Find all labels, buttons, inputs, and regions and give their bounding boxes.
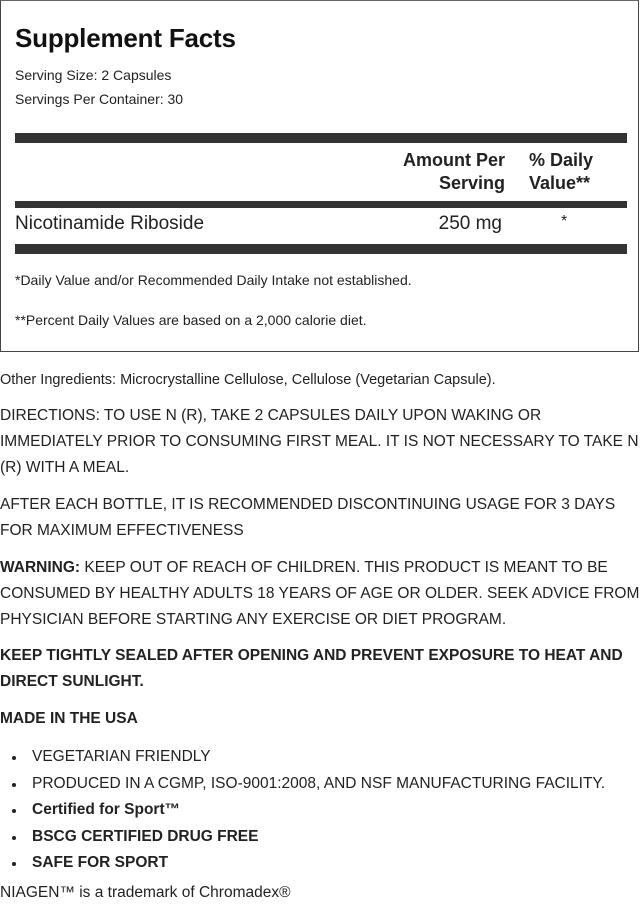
divider-medium [15, 201, 627, 208]
dv-header-line2: Value** [529, 173, 591, 193]
feature-item: VEGETARIAN FRIENDLY [32, 744, 605, 771]
made-in-usa: MADE IN THE USA [0, 710, 138, 727]
column-header-daily-value [529, 149, 604, 195]
footnote-percent-daily: **Percent Daily Values are based on a 2,000 calorie diet. [15, 312, 367, 328]
divider-thick-bottom [15, 244, 627, 254]
footnote-daily-value: *Daily Value and/or Recommended Daily Intake not established. [15, 272, 412, 288]
feature-item: BSCG CERTIFIED DRUG FREE [32, 824, 605, 851]
warning-text: KEEP OUT OF REACH OF CHILDREN. THIS PRODUCT IS MEANT TO BE CONSUMED BY HEALTHY ADULTS 18 YEARS OF AGE OR OLDER. SEEK ADVICE FROM PHYSICIAN BEFORE STARTING ANY EXERCISE OR DIET PROGRAM. [0, 559, 640, 628]
amount-header-line1: Amount Per [402, 150, 505, 170]
features-list [0, 744, 605, 877]
amount-header-line2: Serving [438, 173, 505, 193]
dv-header-line1: % Daily [529, 150, 594, 170]
feature-item: Certified for Sport™ [32, 797, 605, 824]
warning [0, 555, 640, 633]
storage-instructions: KEEP TIGHTLY SEALED AFTER OPENING AND PREVENT EXPOSURE TO HEAT AND DIRECT SUNLIGHT. [0, 647, 623, 690]
supplement-facts-panel [0, 0, 639, 352]
panel-title: Supplement Facts [15, 23, 236, 53]
serving-size: Serving Size: 2 Capsules [15, 67, 172, 83]
divider-thick-top [15, 133, 627, 143]
other-ingredients: Other Ingredients: Microcrystalline Cellulose, Cellulose (Vegetarian Capsule). [0, 372, 496, 388]
servings-per-container: Servings Per Container: 30 [15, 91, 184, 107]
ingredient-amount: 250 mg [438, 213, 502, 234]
ingredient-daily-value: * [561, 213, 568, 230]
trademark-note: NIAGEN™ is a trademark of Chromadex® [0, 884, 291, 901]
ingredient-name: Nicotinamide Riboside [15, 213, 205, 234]
warning-label: WARNING: [0, 559, 81, 576]
feature-item: SAFE FOR SPORT [32, 850, 605, 877]
feature-item: PRODUCED IN A CGMP, ISO-9001:2008, AND NSF MANUFACTURING FACILITY. [32, 771, 605, 798]
column-header-amount [377, 149, 505, 195]
after-bottle-note: AFTER EACH BOTTLE, IT IS RECOMMENDED DISCONTINUING USAGE FOR 3 DAYS FOR MAXIMUM EFFECTIVENESS [0, 496, 616, 539]
directions: DIRECTIONS: TO USE N (R), TAKE 2 CAPSULES DAILY UPON WAKING OR IMMEDIATELY PRIOR TO CONSUMING FIRST MEAL. IT IS NOT NECESSARY TO TAKE N (R) WITH A MEAL. [0, 407, 639, 476]
